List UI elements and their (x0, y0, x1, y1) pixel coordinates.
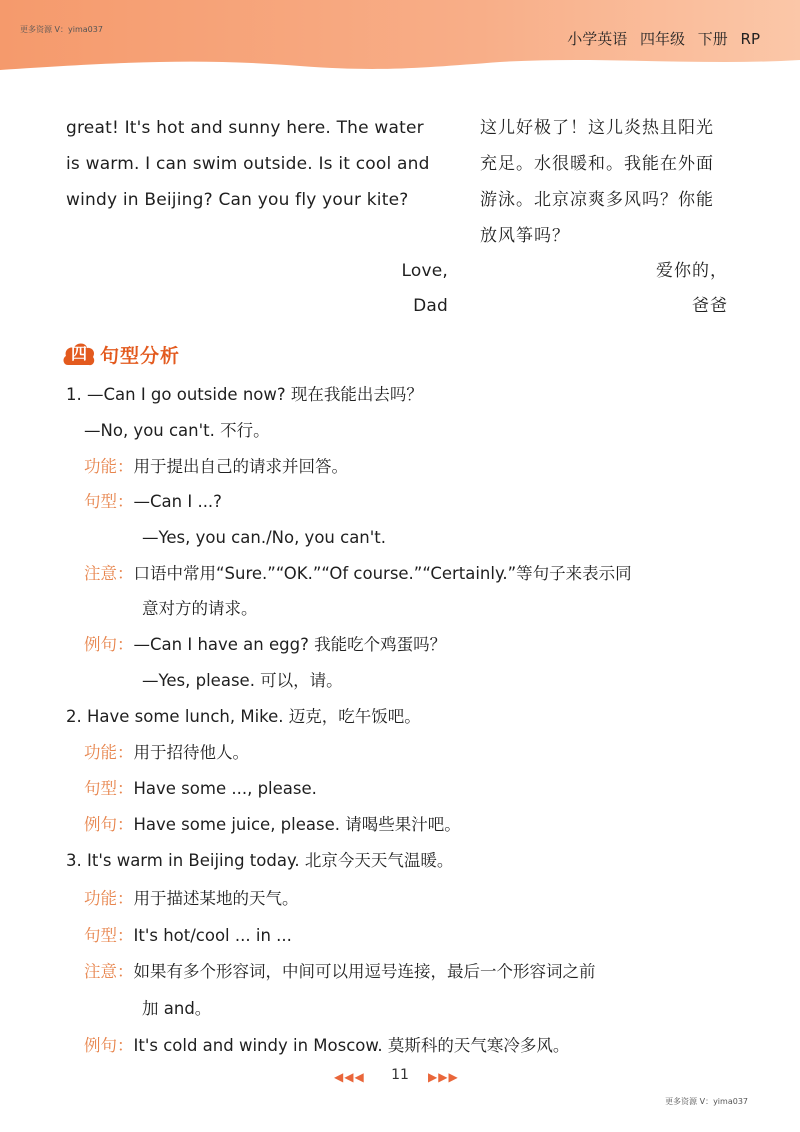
note-label: 注意： (84, 962, 134, 981)
item-1-example-answer: —Yes, please. 可以，请。 (142, 671, 343, 690)
pattern-text: It's hot/cool ... in ... (133, 926, 292, 945)
item-1-answer: —No, you can't. 不行。 (84, 421, 270, 440)
example-label: 例句： (84, 1036, 134, 1055)
letter-zh-closing: 爱你的， (656, 261, 728, 281)
item-1-note (84, 563, 632, 585)
letter-en-line: great! It's hot and sunny here. The water (66, 118, 424, 138)
letter-zh-line: 放风筝吗？ (480, 226, 570, 246)
example-label: 例句： (84, 815, 134, 834)
next-page-arrows-icon[interactable]: ▶▶▶ (428, 1070, 459, 1084)
item-1-example (84, 634, 446, 656)
item-2-function (84, 742, 249, 764)
item-3-pattern (84, 925, 292, 947)
item-1-note-cont: 意对方的请求。 (142, 599, 258, 618)
footer-watermark: 更多资源 V：yima037 (665, 1097, 748, 1106)
function-label: 功能： (84, 457, 134, 476)
page-number: 11 (391, 1067, 409, 1083)
pattern-text: Have some ..., please. (133, 779, 317, 798)
item-2-heading: 2. Have some lunch, Mike. 迈克，吃午饭吧。 (66, 707, 421, 726)
letter-zh-signature: 爸爸 (692, 296, 728, 316)
section-badge (62, 339, 96, 369)
item-1-heading: 1. —Can I go outside now? 现在我能出去吗？ (66, 385, 423, 404)
function-label: 功能： (84, 889, 134, 908)
item-3-note (84, 961, 596, 983)
letter-en-line: windy in Beijing? Can you fly your kite? (66, 190, 409, 210)
prev-page-arrows-icon[interactable]: ◀◀◀ (334, 1070, 365, 1084)
example-text: It's cold and windy in Moscow. 莫斯科的天气寒冷多风。 (133, 1036, 570, 1055)
letter-en-signature: Dad (413, 296, 448, 316)
header-title: 小学英语 四年级 下册 RP (567, 30, 760, 48)
item-2-example (84, 814, 461, 836)
section-title: 句型分析 (100, 344, 181, 367)
item-2-pattern (84, 778, 317, 800)
function-text: 用于提出自己的请求并回答。 (133, 457, 348, 476)
pattern-label: 句型： (84, 926, 134, 945)
note-text: 口语中常用“Sure.”“OK.”“Of course.”“Certainly.”等句子来表示同 (133, 564, 632, 583)
letter-en-line: is warm. I can swim outside. Is it cool and (66, 154, 430, 174)
letter-zh-line: 游泳。北京凉爽多风吗？你能 (480, 190, 714, 210)
item-3-heading: 3. It's warm in Beijing today. 北京今天天气温暖。 (66, 851, 454, 870)
header-watermark: 更多资源 V：yima037 (20, 25, 103, 34)
pattern-label: 句型： (84, 492, 134, 511)
pattern-text: —Can I ...? (133, 492, 222, 511)
letter-en-closing: Love, (401, 261, 448, 281)
item-3-example (84, 1035, 569, 1057)
letter-chinese (480, 110, 740, 254)
note-label: 注意： (84, 564, 134, 583)
note-text: 如果有多个形容词，中间可以用逗号连接，最后一个形容词之前 (133, 962, 596, 981)
example-label: 例句： (84, 635, 134, 654)
section-heading (62, 338, 180, 370)
example-text: Have some juice, please. 请喝些果汁吧。 (133, 815, 461, 834)
function-label: 功能： (84, 743, 134, 762)
item-1-pattern (84, 491, 222, 513)
section-badge-text: 四 (70, 344, 87, 363)
item-1-pattern-answer: —Yes, you can./No, you can't. (142, 528, 387, 547)
function-text: 用于招待他人。 (133, 743, 249, 762)
pattern-label: 句型： (84, 779, 134, 798)
item-3-function (84, 888, 299, 910)
letter-zh-line: 充足。水很暖和。我能在外面 (480, 154, 714, 174)
item-1-function (84, 456, 348, 478)
letter-english (66, 110, 456, 218)
function-text: 用于描述某地的天气。 (133, 889, 299, 908)
letter-zh-line: 这儿好极了！这儿炎热且阳光 (480, 118, 714, 138)
example-text: —Can I have an egg? 我能吃个鸡蛋吗？ (133, 635, 447, 654)
item-3-note-cont: 加 and。 (142, 999, 212, 1018)
